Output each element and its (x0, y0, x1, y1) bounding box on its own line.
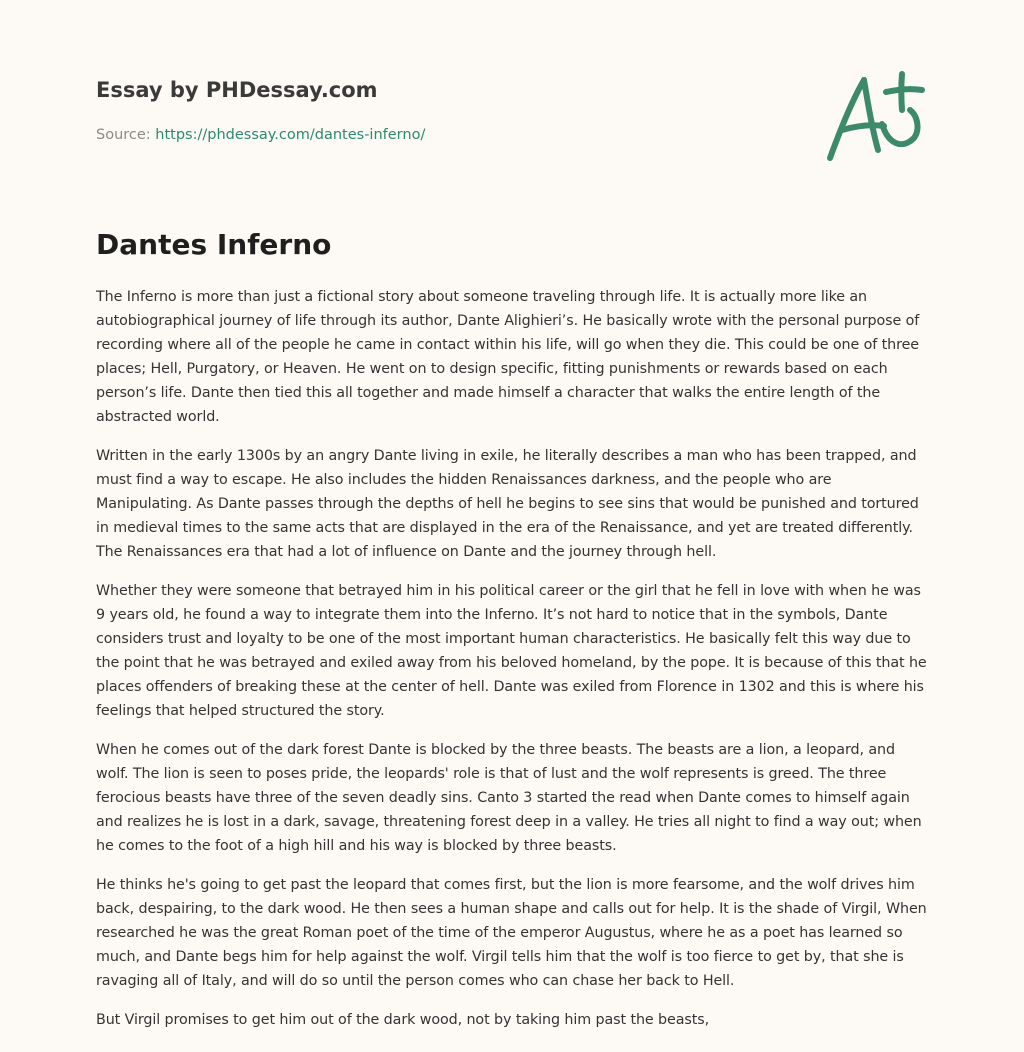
paragraph: Written in the early 1300s by an angry Dante living in exile, he literally describes a man who has been trapped, and must find a way to escape. He also includes the hidden Renaissances darkness, and the people who are Manipulating. As Dante passes through the depths of hell he begins to see sins that would be punished and tortured in medieval times to the same acts that are displayed in the era of the Renaissance, and yet are treated differently. The Renaissances era that had a lot of influence on Dante and the journey through hell. (96, 448, 919, 560)
paragraph: He thinks he's going to get past the leopard that comes first, but the lion is more fearsome, and the wolf drives him back, despairing, to the dark wood. He then sees a human shape and calls out for help. It is the shade of Virgil, When researched he was the great Roman poet of the time of the emperor Augustus, where he as a poet has learned so much, and Dante begs him for help against the wolf. Virgil tells him that the wolf is too fierce to get by, that she is ravaging all of Italy, and will do so until the person comes who can chase her back to Hell. (96, 877, 927, 989)
paragraph: When he comes out of the dark forest Dante is blocked by the three beasts. The beasts are a lion, a leopard, and wolf. The lion is seen to poses pride, the leopards' role is that of lust and the wolf represents is greed. The three ferocious beasts have three of the seven deadly sins. Canto 3 started the read when Dante comes to himself again and realizes he is lost in a dark, savage, threatening forest deep in a valley. He tries all night to find a way out; when he comes to the foot of a high hill and his way is blocked by three beasts. (96, 742, 922, 854)
source-link[interactable]: https://phdessay.com/dantes-inferno/ (155, 127, 426, 143)
brand-title: Essay by PHDessay.com (96, 78, 378, 102)
page-header (96, 76, 696, 145)
a-plus-logo-icon (818, 66, 930, 166)
essay-body (96, 285, 930, 1047)
paragraph: Whether they were someone that betrayed him in his political career or the girl that he fell in love with when he was 9 years old, he found a way to integrate them into the Inferno. It’s not hard to notice that in the symbols, Dante considers trust and loyalty to be one of the most important human characteristics. He basically felt this way due to the point that he was betrayed and exiled away from his beloved homeland, by the pope. It is because of this that he places offenders of breaking these at the center of hell. Dante was exiled from Florence in 1302 and this is where his feelings that helped structured the story. (96, 583, 927, 719)
source-label: Source: (96, 127, 156, 143)
source-line (96, 125, 696, 145)
paragraph: But Virgil promises to get him out of the dark wood, not by taking him past the beasts, (96, 1012, 710, 1028)
essay-title: Dantes Inferno (96, 228, 332, 261)
paragraph: The Inferno is more than just a fictional story about someone traveling through life. It is actually more like an autobiographical journey of life through its author, Dante Alighieri’s. He basically wrote with the personal purpose of recording where all of the people he came in contact within his life, will go when they die. This could be one of three places; Hell, Purgatory, or Heaven. He went on to design specific, fitting punishments or rewards based on each person’s life. Dante then tied this all together and made himself a character that walks the entire length of the abstracted world. (96, 289, 920, 425)
